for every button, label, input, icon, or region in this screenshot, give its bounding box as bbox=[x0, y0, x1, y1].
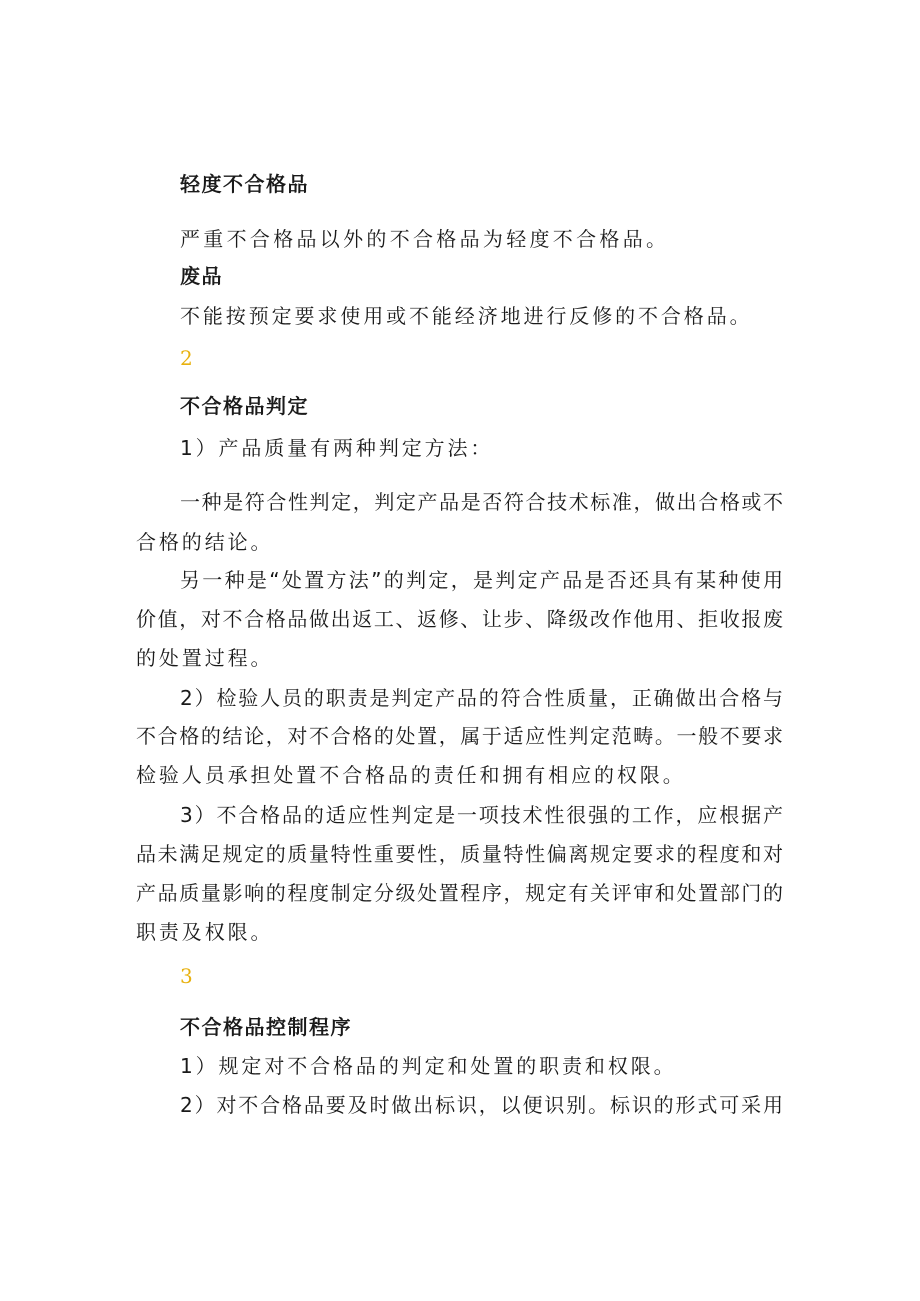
heading-minor-nonconforming: 轻度不合格品 bbox=[180, 172, 309, 196]
paragraph-judge-5-line-2: 品未满足规定的质量特性重要性，质量特性偏离规定要求的程度和对 bbox=[136, 842, 783, 866]
paragraph-control-1: 1）规定对不合格品的判定和处置的职责和权限。 bbox=[180, 1054, 677, 1078]
paragraph-judge-5-line-1: 3）不合格品的适应性判定是一项技术性很强的工作，应根据产 bbox=[180, 803, 783, 827]
heading-nonconforming-control-procedure: 不合格品控制程序 bbox=[180, 1015, 352, 1039]
paragraph-control-2-line-1: 2）对不合格品要及时做出标识，以便识别。标识的形式可采用 bbox=[180, 1093, 783, 1117]
section-number-2: 2 bbox=[180, 346, 193, 370]
paragraph-judge-2-line-1: 一种是符合性判定，判定产品是否符合技术标准，做出合格或不 bbox=[180, 490, 783, 514]
paragraph-scrap-definition: 不能按预定要求使用或不能经济地进行反修的不合格品。 bbox=[180, 304, 753, 328]
paragraph-judge-4-line-2: 不合格的结论，对不合格的处置，属于适应性判定范畴。一般不要求 bbox=[136, 724, 783, 748]
paragraph-judge-1: 1）产品质量有两种判定方法： bbox=[180, 436, 494, 460]
paragraph-judge-3-line-3: 的处置过程。 bbox=[136, 646, 274, 670]
heading-nonconforming-judgement: 不合格品判定 bbox=[180, 394, 309, 418]
paragraph-judge-5-line-4: 职责及权限。 bbox=[136, 920, 274, 944]
paragraph-judge-4-line-1: 2）检验人员的职责是判定产品的符合性质量，正确做出合格与 bbox=[180, 686, 783, 710]
paragraph-judge-2-line-2: 合格的结论。 bbox=[136, 530, 274, 554]
heading-scrap: 废品 bbox=[180, 264, 223, 288]
paragraph-judge-5-line-3: 产品质量影响的程度制定分级处置程序，规定有关评审和处置部门的 bbox=[136, 881, 783, 905]
section-number-3: 3 bbox=[180, 964, 193, 988]
paragraph-judge-3-line-1: 另一种是“处置方法”的判定，是判定产品是否还具有某种使用 bbox=[180, 568, 783, 592]
paragraph-judge-3-line-2: 价值，对不合格品做出返工、返修、让步、降级改作他用、拒收报废 bbox=[136, 607, 783, 631]
paragraph-judge-4-line-3: 检验人员承担处置不合格品的责任和拥有相应的权限。 bbox=[136, 763, 686, 787]
paragraph-minor-definition: 严重不合格品以外的不合格品为轻度不合格品。 bbox=[180, 227, 670, 251]
